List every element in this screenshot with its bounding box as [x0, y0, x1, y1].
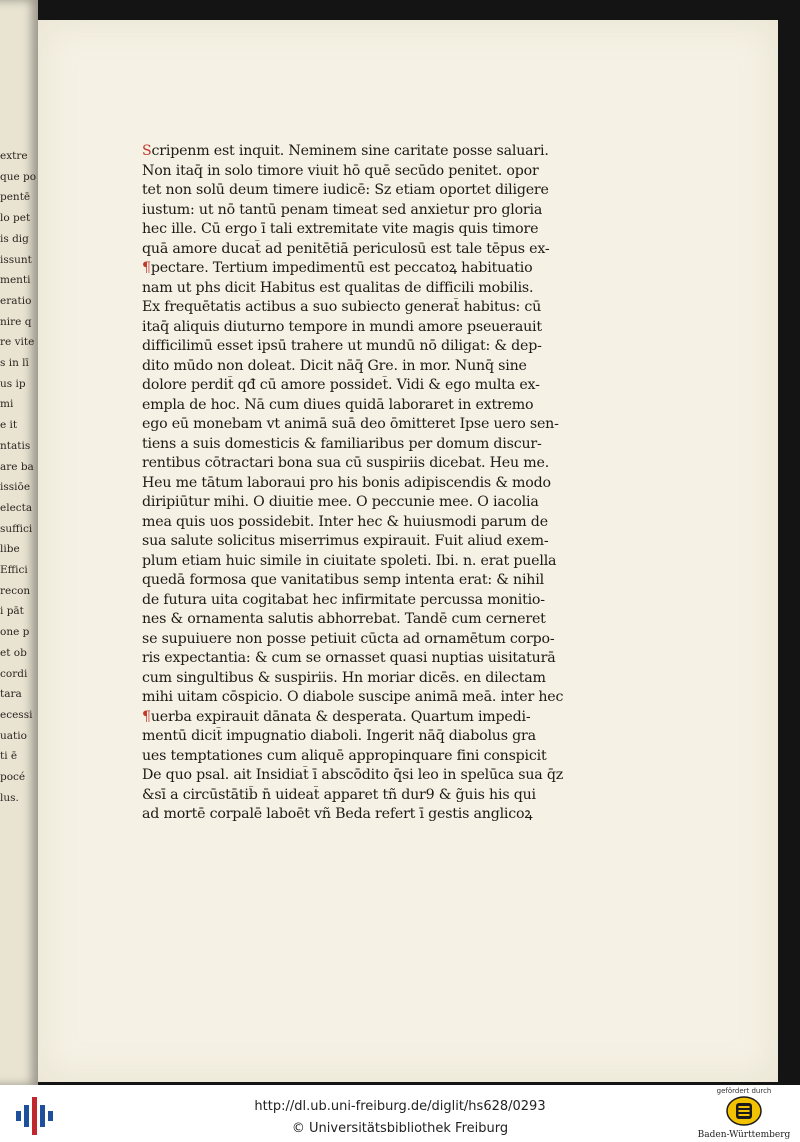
- facing-page-fragment: us ip: [0, 377, 26, 390]
- line-text: de futura uita cogitabat hec infirmitate percussa monitio-: [142, 591, 545, 608]
- line-text: quedā formosa que vanitatibus semp intenta erat: & nihil: [142, 572, 544, 588]
- text-line: [142, 142, 608, 162]
- facing-page-fragment: i pāt: [0, 605, 24, 618]
- text-line: [142, 181, 608, 201]
- text-line: [142, 805, 608, 825]
- facing-page-fragment: lus.: [0, 791, 19, 804]
- line-text: empla de hoc. Nā cum diues quidā laboraret in extremo: [142, 396, 534, 413]
- facing-page-fragment: issiōe: [0, 481, 31, 494]
- line-text: cripenm est inquit. Neminem sine caritate posse saluari.: [151, 143, 549, 159]
- text-line: [142, 318, 608, 338]
- facing-page-fragment: menti: [0, 274, 31, 287]
- text-line: [142, 220, 608, 240]
- facing-page-fragment: cordi: [0, 667, 28, 680]
- facing-page-fragment: et ob: [0, 646, 27, 659]
- facing-page-fragment: are ba: [0, 460, 34, 473]
- line-text: Heu me tātum laboraui pro his bonis adipiscendis & modo: [142, 474, 551, 491]
- facing-page-fragment: nire q: [0, 315, 32, 328]
- facing-page-fragment: uatio: [0, 729, 27, 742]
- facing-page-fragment: que po: [0, 170, 37, 183]
- line-text: mea quis uos possidebit. Inter hec & huiusmodi parum de: [142, 513, 548, 530]
- text-line: [142, 532, 608, 552]
- facing-page-fragment: lo pet: [0, 212, 31, 225]
- text-line: [142, 786, 608, 806]
- line-text: iustum: ut nō tantū penam timeat sed anxietur pro gloria: [142, 201, 543, 218]
- line-text: mentū dicit̄ impugnatio diaboli. Ingerit nāq̄ diabolus gra: [142, 728, 536, 744]
- facing-page-edge: [0, 0, 38, 1085]
- line-text: Ex frequētatis actibus a suo subiecto generat̄ habitus: cū: [142, 299, 542, 315]
- text-line: [142, 298, 608, 318]
- line-text: dolore perdit̄ qđ cū amore possidet̄. Vidi & ego multa ex-: [142, 377, 540, 393]
- facing-page-fragment: suffici: [0, 522, 33, 535]
- line-text: diripiūtur mihi. O diuitie mee. O peccunie mee. O iacolia: [142, 494, 539, 510]
- text-line: [142, 649, 608, 669]
- facing-page-fragment: ecessi: [0, 708, 33, 721]
- line-text: ues temptationes cum aliquē appropinquare fini conspicit: [142, 747, 547, 764]
- facing-page-fragment: issunt: [0, 253, 32, 266]
- line-text: quā amore ducat̄ ad penitētiā periculosū est tale tēpus ex-: [142, 240, 550, 257]
- text-line: [142, 357, 608, 377]
- text-line: [142, 493, 608, 513]
- funding-caption: gefördert durch: [716, 1087, 772, 1095]
- facing-page-fragment: Effici: [0, 564, 28, 576]
- facing-page-fragment: extre: [0, 150, 28, 162]
- line-text: difficilimū esset ipsū trahere ut mundū nō diligat: & dep-: [142, 338, 542, 354]
- facing-page-fragment: is dig: [0, 232, 29, 245]
- text-line: [142, 279, 608, 299]
- rubricated-initial: ¶: [142, 260, 151, 276]
- line-text: se supuiuere non posse petiuit cūcta ad ornamētum corpo-: [142, 630, 555, 647]
- text-line: [142, 376, 608, 396]
- text-line: [142, 415, 608, 435]
- text-line: [142, 454, 608, 474]
- rubricated-initial: ¶: [142, 708, 151, 725]
- facing-page-fragment: pocé: [0, 771, 26, 783]
- line-text: nam ut phs dicit Habitus est qualitas de difficili mobilis.: [142, 279, 534, 296]
- footer-bar: [0, 1085, 800, 1142]
- line-text: nes & ornamenta salutis abhorrebat. Tandē cum cerneret: [142, 611, 546, 627]
- text-line: [142, 259, 608, 279]
- text-line: [142, 571, 608, 591]
- line-text: ad mortē corpalē laboēt vñ Beda refert ī gestis anglicoꝝ: [142, 806, 533, 822]
- text-line: [142, 396, 608, 416]
- facing-page-fragment: tara: [0, 688, 22, 701]
- text-line: [142, 610, 608, 630]
- funding-badge[interactable]: [696, 1087, 792, 1141]
- line-text: &sī a circūstātib̄ n̄ uideat̄ apparet tñ dur9 & g̃uis his qui: [142, 786, 536, 803]
- line-text: plum etiam huic simile in ciuitate spoleti. Ibi. n. erat puella: [142, 552, 557, 569]
- text-line: [142, 727, 608, 747]
- text-line: [142, 162, 608, 182]
- text-line: [142, 688, 608, 708]
- text-line: [142, 669, 608, 689]
- text-line: [142, 337, 608, 357]
- facing-page-fragment: mi: [0, 398, 14, 411]
- line-text: rentibus cōtractari bona sua cū suspiriis dicebat. Heu me.: [142, 455, 550, 471]
- line-text: De quo psal. ait Insidiat̄ ī abscōdito q̄si leo in spelūca sua q̄z: [142, 767, 563, 783]
- text-line: [142, 630, 608, 650]
- text-line: [142, 435, 608, 455]
- facing-page-fragment: libe: [0, 543, 20, 556]
- funding-state-name: Baden-Württemberg: [697, 1130, 791, 1140]
- line-text: uerba expirauit dānata & desperata. Quartum impedi-: [150, 708, 531, 725]
- line-text: tet non solū deum timere iudicē: Sz etiam oportet diligere: [142, 182, 549, 198]
- facing-page-fragment: ti ē: [0, 750, 18, 763]
- text-block: [142, 142, 608, 825]
- manuscript-page: [38, 20, 778, 1082]
- text-line: [142, 708, 608, 728]
- line-text: itaq̄ aliquis diuturno tempore in mundi amore pseuerauit: [142, 318, 542, 335]
- text-line: [142, 766, 608, 786]
- line-text: tiens a suis domesticis & familiaribus per domum discur-: [142, 435, 542, 452]
- baden-wuerttemberg-crest-icon: [726, 1096, 762, 1126]
- copyright-notice: © Universitätsbibliothek Freiburg: [291, 1121, 509, 1136]
- text-line: [142, 747, 608, 767]
- line-text: Non itaq̄ in solo timore viuit hō quē secūdo penitet. opor: [142, 162, 539, 179]
- line-text: sua salute solicitus miserrimus expirauit. Fuit aliud exem-: [142, 533, 549, 549]
- facing-page-fragment: re vite: [0, 336, 35, 349]
- facing-page-fragment: pentē: [0, 191, 31, 204]
- facing-page-fragment: one p: [0, 626, 30, 639]
- text-line: [142, 474, 608, 494]
- text-line: [142, 201, 608, 221]
- facing-page-fragment: s in lī: [0, 357, 29, 369]
- line-text: dito mūdo non doleat. Dicit nāq̄ Gre. in mor. Nunq̄ sine: [142, 357, 527, 374]
- facing-page-fragment: ntatis: [0, 439, 31, 452]
- line-text: pectare. Tertium impedimentū est peccatoꝝ habituatio: [150, 260, 533, 276]
- text-line: [142, 552, 608, 572]
- facing-page-fragment: recon: [0, 584, 31, 597]
- rubricated-initial: S: [142, 143, 152, 159]
- text-line: [142, 240, 608, 260]
- line-text: hec ille. Cū ergo ī tali extremitate vite magis quis timore: [142, 221, 539, 237]
- line-text: cum singultibus & suspiriis. Hn moriar dicēs. en dilectam: [142, 669, 546, 686]
- facing-page-fragment: eratio: [0, 294, 32, 307]
- text-line: [142, 513, 608, 533]
- permalink-url[interactable]: http://dl.ub.uni-freiburg.de/diglit/hs628/0293: [254, 1099, 546, 1114]
- line-text: ego eū monebam vt animā suā deo ōmitteret Ipse uero sen-: [142, 416, 559, 432]
- line-text: mihi uitam cōspicio. O diabole suscipe animā meā. inter hec: [142, 689, 564, 705]
- facing-page-fragment: e it: [0, 419, 18, 432]
- line-text: ris expectantia: & cum se ornasset quasi nuptias uisitaturā: [142, 650, 556, 666]
- text-line: [142, 591, 608, 611]
- facing-page-fragment: electa: [0, 501, 33, 514]
